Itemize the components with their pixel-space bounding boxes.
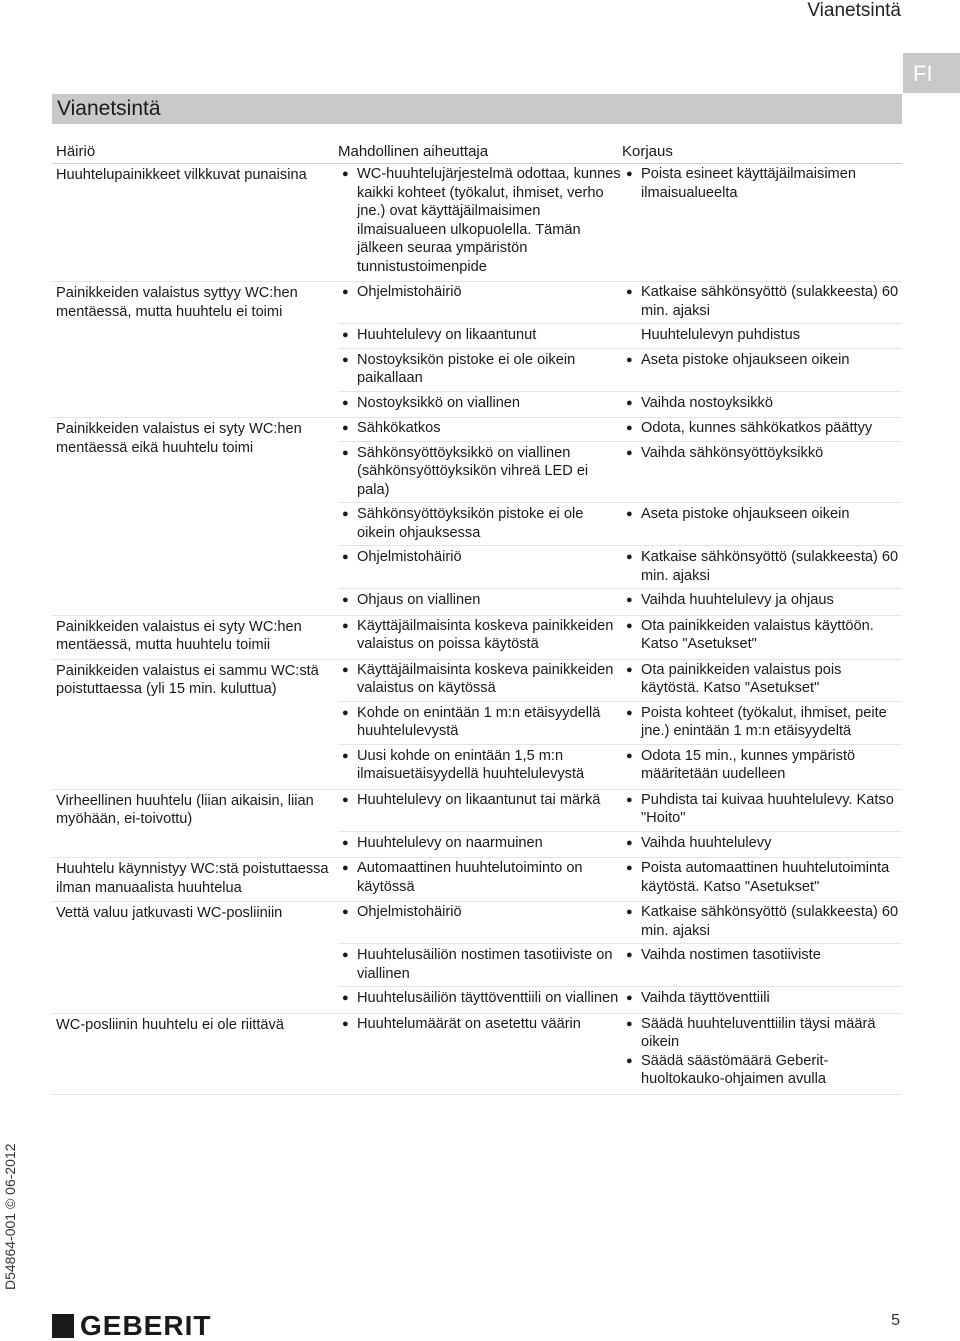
cause-fix-row: [338, 442, 902, 504]
cause-text: Huuhtelulevy on likaantunut: [357, 327, 537, 343]
cause-fix-group: [338, 283, 902, 415]
fix-item: [622, 419, 902, 438]
cause-fix-row: [338, 419, 902, 442]
cause-fix-row: [338, 859, 902, 899]
bullet-icon: ●: [342, 329, 349, 341]
bullet-icon: ●: [626, 862, 633, 874]
fix-item: [622, 1015, 902, 1052]
cause-fix-row: [338, 392, 902, 416]
cause-text: Käyttäjäilmaisinta koskeva painikkeiden valaistus on käytössä: [357, 661, 614, 696]
cause-text: Huuhtelulevy on likaantunut tai märkä: [357, 791, 601, 808]
fix-cell: [622, 326, 902, 345]
cause-fix-row: [338, 745, 902, 787]
fix-cell: [622, 419, 902, 438]
cause-cell: [338, 394, 622, 413]
fix-text: Poista automaattinen huuhtelutoiminta käytöstä. Katso "Asetukset": [641, 860, 890, 895]
fix-cell: [622, 444, 902, 500]
fault-cell: Painikkeiden valaistus ei sammu WC:stä poistuttaessa (yli 15 min. kuluttua): [56, 662, 319, 697]
bullet-icon: ●: [342, 594, 349, 606]
fix-item: [622, 791, 902, 828]
cause-cell: [338, 704, 622, 741]
cause-text: Huuhtelusäiliön täyttöventtiili on viallinen: [357, 990, 619, 1006]
fix-cell: [622, 859, 902, 896]
cause-fix-group: [338, 859, 902, 899]
fix-item: [622, 617, 902, 654]
cause-cell: [338, 283, 622, 320]
fault-cell: WC-posliinin huuhtelu ei ole riittävä: [56, 1016, 284, 1033]
fix-cell: [622, 548, 902, 585]
fix-item: [622, 747, 902, 784]
fix-item: [622, 444, 902, 463]
fix-item: [622, 1052, 902, 1089]
cause-fix-row: [338, 1015, 902, 1092]
fix-cell: [622, 1015, 902, 1089]
fix-cell: [622, 791, 902, 828]
bullet-icon: ●: [342, 353, 349, 366]
cause-text: Ohjelmistohäiriö: [357, 904, 462, 920]
bullet-icon: ●: [626, 992, 633, 1004]
table-row: [52, 616, 902, 660]
cause-text: Huuhtelumäärät on asetettu väärin: [357, 1015, 581, 1032]
fix-item: [622, 946, 902, 965]
bullet-icon: ●: [342, 793, 349, 806]
fix-item: [622, 326, 902, 345]
fix-text: Katkaise sähkönsyöttö (sulakkeesta) 60 min. ajaksi: [641, 549, 899, 584]
fix-cell: [622, 903, 902, 940]
cause-cell: [338, 617, 622, 654]
cause-fix-group: [338, 165, 902, 279]
cause-text: Ohjaus on viallinen: [357, 592, 481, 608]
cause-fix-row: [338, 617, 902, 657]
cause-fix-row: [338, 987, 902, 1011]
bullet-icon: ●: [342, 168, 349, 180]
cause-text: Uusi kohde on enintään 1,5 m:n ilmaisuetäisyydellä huuhtelulevystä: [357, 747, 585, 782]
fix-text: Vaihda nostoyksikkö: [641, 394, 773, 411]
bullet-icon: ●: [626, 422, 633, 434]
fix-cell: [622, 661, 902, 698]
cause-cell: [338, 859, 622, 896]
cause-text: Huuhtelulevy on naarmuinen: [357, 834, 543, 851]
cause-cell: [338, 747, 622, 784]
table-row: [52, 902, 902, 1014]
bullet-icon: ●: [342, 1017, 349, 1030]
cause-text: Nostoyksikön pistoke ei ole oikein paikallaan: [357, 351, 576, 386]
bullet-icon: ●: [626, 508, 633, 520]
logo-text: GEBERIT: [80, 1310, 212, 1341]
cause-fix-group: [338, 791, 902, 856]
bullet-icon: [622, 326, 641, 345]
fault-cell: Vettä valuu jatkuvasti WC-posliiniin: [56, 905, 283, 921]
cause-fix-row: [338, 283, 902, 324]
fix-item: [622, 165, 902, 202]
fix-text: Vaihda sähkönsyöttöyksikkö: [641, 444, 824, 461]
fix-item: [622, 351, 902, 370]
bullet-icon: ●: [626, 836, 633, 849]
fault-cell: Huuhtelu käynnistyy WC:stä poistuttaessa ilman manuaalista huuhtelua: [56, 861, 329, 896]
fault-cell: Huuhtelupainikkeet vilkkuvat punaisina: [56, 167, 307, 183]
fix-item: [622, 989, 902, 1008]
cause-cell: [338, 419, 622, 438]
bullet-icon: ●: [342, 551, 349, 563]
fix-cell: [622, 351, 902, 388]
fix-text: Odota, kunnes sähkökatkos päättyy: [641, 420, 873, 436]
fix-text: Poista kohteet (työkalut, ihmiset, peite jne.) enintään 1 m:n etäisyydeltä: [641, 704, 887, 739]
fix-cell: [622, 834, 902, 853]
bullet-icon: ●: [626, 949, 633, 961]
table-body: [52, 164, 902, 1095]
fix-cell: [622, 747, 902, 784]
bullet-icon: ●: [626, 619, 633, 632]
cause-text: Kohde on enintään 1 m:n etäisyydellä huuhtelulevystä: [357, 704, 601, 739]
fix-item: [622, 859, 902, 896]
cause-fix-row: [338, 589, 902, 613]
bullet-icon: ●: [626, 446, 633, 459]
bullet-icon: ●: [626, 551, 633, 563]
bullet-icon: ●: [342, 992, 349, 1004]
bullet-icon: ●: [342, 906, 349, 918]
table-row: [52, 164, 902, 282]
column-header-cause: Mahdollinen aiheuttaja: [338, 143, 489, 160]
fix-cell: [622, 394, 902, 413]
cause-text: Nostoyksikkö on viallinen: [357, 394, 521, 411]
bullet-icon: ●: [342, 749, 349, 762]
cause-cell: [338, 903, 622, 940]
fix-cell: [622, 617, 902, 654]
fix-text: Ota painikkeiden valaistus pois käytöstä. Katso "Asetukset": [641, 661, 842, 696]
cause-cell: [338, 834, 622, 853]
bullet-icon: ●: [626, 353, 633, 366]
troubleshooting-table: [52, 143, 902, 1095]
bullet-icon: ●: [342, 446, 349, 459]
cause-fix-row: [338, 702, 902, 745]
cause-text: Sähkönsyöttöyksikkö on viallinen (sähkönsyöttöyksikön vihreä LED ei pala): [357, 444, 589, 498]
fix-cell: [622, 283, 902, 320]
bullet-icon: ●: [342, 422, 349, 434]
column-header-fix: Korjaus: [622, 143, 673, 160]
brand-logo: [52, 1310, 211, 1341]
cause-fix-row: [338, 661, 902, 702]
column-header-fault: Häiriö: [56, 143, 96, 160]
fix-cell: [622, 989, 902, 1008]
cause-text: Käyttäjäilmaisinta koskeva painikkeiden valaistus on poissa käytöstä: [357, 617, 614, 652]
bullet-icon: ●: [342, 949, 349, 961]
cause-text: WC-huuhtelujärjestelmä odottaa, kunnes kaikki kohteet (työkalut, ihmiset, verho jne.) ovat käyttäjäilmaisimen ilmaisualueen ulkopuolella. Tämän jälkeen seuraa ympäristön tunnistustoimenpide: [357, 166, 621, 275]
section-title: Vianetsintä: [52, 94, 902, 124]
bullet-icon: ●: [626, 793, 633, 806]
table-row: [52, 282, 902, 418]
fault-cell: Painikkeiden valaistus syttyy WC:hen mentäessä, mutta huuhtelu ei toimi: [56, 285, 298, 320]
cause-cell: [338, 946, 622, 983]
fix-item: [622, 548, 902, 585]
cause-text: Ohjelmistohäiriö: [357, 549, 462, 565]
bullet-icon: ●: [626, 706, 633, 719]
cause-text: Ohjelmistohäiriö: [357, 284, 462, 300]
cause-text: Sähkönsyöttöyksikön pistoke ei ole oikein ohjauksessa: [357, 506, 584, 541]
running-title: Vianetsintä: [807, 0, 901, 21]
fix-text: Poista esineet käyttäjäilmaisimen ilmaisualueelta: [641, 166, 856, 201]
fault-cell: Painikkeiden valaistus ei syty WC:hen mentäessä eikä huuhtelu toimi: [56, 421, 302, 456]
bullet-icon: ●: [626, 594, 633, 606]
table-row: [52, 790, 902, 859]
fix-item: [622, 903, 902, 940]
page-number: 5: [891, 1312, 900, 1329]
fix-text: Puhdista tai kuivaa huuhtelulevy. Katso "Hoito": [641, 791, 894, 826]
cause-fix-group: [338, 617, 902, 657]
table-row: [52, 1014, 902, 1095]
fix-cell: [622, 946, 902, 983]
cause-fix-row: [338, 546, 902, 589]
cause-cell: [338, 661, 622, 698]
fix-text: Aseta pistoke ohjaukseen oikein: [641, 506, 850, 522]
bullet-icon: ●: [626, 1017, 633, 1030]
cause-cell: [338, 351, 622, 388]
fix-cell: [622, 704, 902, 741]
cause-fix-row: [338, 903, 902, 944]
fix-text: Odota 15 min., kunnes ympäristö määritetään uudelleen: [641, 747, 856, 782]
cause-cell: [338, 326, 622, 345]
cause-fix-row: [338, 791, 902, 832]
cause-fix-group: [338, 903, 902, 1011]
fix-text: Katkaise sähkönsyöttö (sulakkeesta) 60 min. ajaksi: [641, 904, 899, 939]
fix-text: Säädä huuhteluventtiilin täysi määrä oikein: [641, 1015, 876, 1050]
bullet-icon: ●: [342, 508, 349, 520]
bullet-icon: ●: [342, 706, 349, 719]
cause-fix-row: [338, 832, 902, 856]
fix-text: Vaihda täyttöventtiili: [641, 990, 770, 1006]
table-row: [52, 660, 902, 790]
cause-fix-row: [338, 349, 902, 392]
cause-cell: [338, 591, 622, 610]
cause-fix-row: [338, 503, 902, 546]
fault-cell: Virheellinen huuhtelu (liian aikaisin, liian myöhään, ei-toivottu): [56, 792, 314, 827]
fix-item: [622, 661, 902, 698]
fault-cell: Painikkeiden valaistus ei syty WC:hen mentäessä, mutta huuhtelu toimii: [56, 618, 302, 653]
bullet-icon: ●: [626, 906, 633, 918]
cause-text: Huuhtelusäiliön nostimen tasotiiviste on viallinen: [357, 947, 613, 982]
fix-item: [622, 505, 902, 524]
table-row: [52, 418, 902, 616]
document-code: D54864-001 © 06-2012: [2, 1143, 18, 1290]
fix-cell: [622, 591, 902, 610]
fix-item: [622, 834, 902, 853]
fix-text: Vaihda huuhtelulevy ja ohjaus: [641, 592, 834, 608]
cause-fix-row: [338, 165, 902, 279]
table-header: [52, 143, 902, 164]
fix-text: Huuhtelulevyn puhdistus: [641, 327, 801, 343]
fix-item: [622, 704, 902, 741]
logo-mark-icon: [52, 1314, 74, 1338]
fix-item: [622, 394, 902, 413]
table-row: [52, 858, 902, 902]
bullet-icon: ●: [342, 663, 349, 676]
bullet-icon: ●: [626, 168, 633, 180]
cause-cell: [338, 791, 622, 828]
fix-text: Säädä säästömäärä Geberit-huoltokauko-ohjaimen avulla: [641, 1052, 829, 1087]
bullet-icon: ●: [626, 749, 633, 762]
bullet-icon: ●: [626, 396, 633, 409]
fix-text: Katkaise sähkönsyöttö (sulakkeesta) 60 min. ajaksi: [641, 284, 899, 319]
cause-cell: [338, 989, 622, 1008]
cause-cell: [338, 1015, 622, 1089]
cause-fix-group: [338, 661, 902, 787]
cause-cell: [338, 548, 622, 585]
cause-cell: [338, 444, 622, 500]
language-tab: FI: [903, 53, 960, 93]
bullet-icon: ●: [342, 619, 349, 632]
fix-text: Aseta pistoke ohjaukseen oikein: [641, 351, 850, 368]
bullet-icon: ●: [342, 836, 349, 849]
cause-text: Automaattinen huuhtelutoiminto on käytössä: [357, 860, 583, 895]
fix-cell: [622, 505, 902, 542]
bullet-icon: ●: [342, 862, 349, 874]
fix-item: [622, 283, 902, 320]
bullet-icon: ●: [626, 1054, 633, 1067]
cause-cell: [338, 165, 622, 276]
cause-fix-row: [338, 944, 902, 987]
cause-text: Sähkökatkos: [357, 420, 441, 436]
bullet-icon: ●: [342, 286, 349, 298]
fix-text: Vaihda huuhtelulevy: [641, 834, 772, 851]
fix-cell: [622, 165, 902, 276]
bullet-icon: ●: [342, 396, 349, 409]
fix-text: Vaihda nostimen tasotiiviste: [641, 947, 821, 963]
cause-fix-group: [338, 1015, 902, 1092]
cause-fix-group: [338, 419, 902, 613]
fix-item: [622, 591, 902, 610]
cause-fix-row: [338, 324, 902, 349]
cause-cell: [338, 505, 622, 542]
bullet-icon: ●: [626, 663, 633, 676]
bullet-icon: ●: [626, 286, 633, 298]
fix-text: Ota painikkeiden valaistus käyttöön. Katso "Asetukset": [641, 617, 874, 652]
